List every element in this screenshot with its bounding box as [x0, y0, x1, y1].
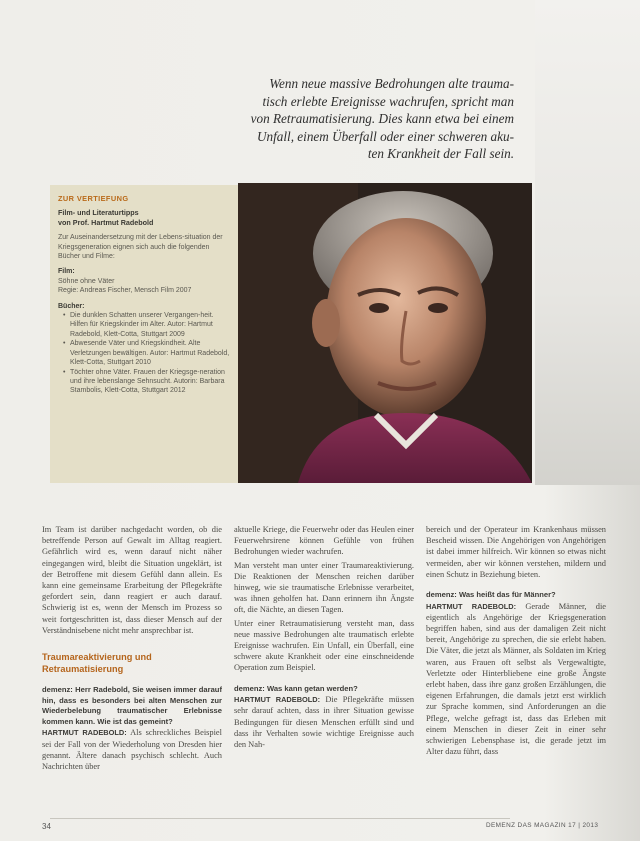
portrait-illustration [238, 183, 532, 483]
question-label: demenz: [426, 590, 457, 600]
answer-text: Die Pflegekräfte müssen sehr darauf achten, dass in ihrer Situation gewisse Bedingungen für diesen Menschen erfüllt sind und dass ihr Verhalten sowie wichtige Ereignisse auch den Nah- [234, 695, 414, 750]
speaker-name: HARTMUT RADEBOLD: [42, 728, 127, 738]
question [426, 590, 606, 601]
paragraph: Unter einer Retraumatisierung versteht man, dass neue massive Bedrohungen alte traumatisch erlebte Ereignisse wachrufen. Ein Unfall, ein Überfall, eine schwere akute Krankheit oder eine einschneidende Operation zum Beispiel. [234, 618, 414, 673]
pull-quote-line: ten Krankheit der Fall sein. [367, 146, 514, 162]
column-3 [426, 524, 606, 759]
speaker-name: HARTMUT RADEBOLD: [426, 601, 517, 611]
book-item: • Abwesende Väter und Kriegskindheit. Alte Verletzungen bewältigen. Autor: Hartmut Radebold, Klett-Cotta, Stuttgart 2010 [64, 339, 230, 367]
column-2 [234, 524, 414, 752]
answer [234, 694, 414, 750]
answer [426, 601, 606, 758]
book-item: • Töchter ohne Väter. Frauen der Kriegsge-neration und ihre lebenslange Sehnsucht. Autorin: Barbara Stambolis, Klett-Cotta, Stuttgart 2012 [64, 368, 230, 396]
film-heading: Film: [58, 268, 75, 276]
paragraph: aktuelle Kriege, die Feuerwehr oder das Heulen einer Feuerwehrsirene können Gefühle von frühen Bedrohungen wieder wachrufen. [234, 525, 414, 557]
paragraph: bereich und der Operateur im Krankenhaus müssen Bescheid wissen. Die Angehörigen von Angehörigen ist dabei immer hilfreich. Wir können so etwas nicht vermeiden, aber wir können verstehen, mildern und einen Schutz in Beziehung bieten. [426, 525, 606, 579]
pull-quote [232, 75, 514, 163]
book-list [58, 311, 230, 396]
box-label: ZUR VERTIEFUNG [58, 194, 129, 203]
box-title-line: von Prof. Hartmut Radebold [58, 217, 154, 227]
question-label: demenz: [42, 685, 73, 695]
question-text: Was heißt das für Männer? [458, 590, 556, 600]
books-heading: Bücher: [58, 302, 85, 310]
section-heading: Traumareaktivierung und Retraumatisierung [42, 652, 152, 674]
answer-text: Gerade Männer, die eigentlich als Angehörige der Kriegsgeneration begriffen haben, sind aus der damaligen Zeit nicht bereit, Angehörige zu sprechen, die sie erlebt haben. Die Väter, die jetzt als Männer, als Soldaten im Krieg waren, aus Frauen oft selbst als Vergewaltigte, Verletzte oder Hinterbliebene eine große Ängste erlebt haben, dass ihre ganz großen Erzählungen, die eigenen Erfahrungen, die damals jetzt erst wirklich zur Sprache kommen, sind Anforderungen an die Pflege, welche gefragt ist, dass das Erleben mit einem Menschen in dieser Zeit in einer sehr schwierigen Lebensphase ist, die gerade jetzt im Alter dazu führt, dass [426, 601, 606, 757]
box-title [58, 208, 230, 227]
pull-quote-line: von Retraumatisierung. Dies kann etwa bei einem [250, 111, 514, 127]
portrait-photo [238, 183, 532, 483]
reading-tips-box [50, 185, 238, 483]
answer-text: Als schreckliches Beispiel sei der Fall von der Wiederholung von Dresden hier genannt. Ältere danach psychisch schlecht. Auch Nachrichten über [42, 728, 222, 772]
paragraph: Im Team ist darüber nachgedacht worden, ob die betreffende Person auf Gewalt im Alltag reagiert. Gefährlich wird es, wenn darauf nicht näher eingegangen wird, bleibt die Situation ungeklärt, ist der Betroffene mit diesem Gefühl dann allein. Es kann eine gemeinsame Erarbeitung der Pflegekräfte gefordert sein, dann reagiert er auch darauf. Schwierig ist es, wenn der Mensch im Prozess so weit fortgeschritten ist, dass dieser Mensch auf der Verständnisebene nicht mehr ansprechbar ist. [42, 525, 222, 635]
background-strip [535, 0, 640, 485]
question [234, 684, 414, 695]
footer-rule [50, 818, 510, 819]
page-number: 34 [42, 822, 51, 831]
pull-quote-line: tisch erlebte Ereignisse wachrufen, spricht man [262, 93, 514, 109]
question-text: Was kann getan werden? [266, 683, 358, 693]
paragraph: Man versteht man unter einer Traumareaktivierung. Die Reaktionen der Menschen reichen darüber hinweg, wie sie traumatische Erlebnisse verarbeitet, was ihnen geholfen hat. Dann erinnern ihn Ängste oft, die Nächte, an diesen Tagen. [234, 560, 414, 615]
pull-quote-line: Wenn neue massive Bedrohungen alte trauma- [269, 76, 514, 91]
question-label: demenz: [234, 683, 265, 693]
speaker-name: HARTMUT RADEBOLD: [234, 695, 321, 705]
question-text: Herr Radebold, Sie weisen immer darauf hin, dass es besonders bei alten Menschen zur Wiederbelebung traumatischer Erlebnisse kommen kann. Wie ist das gemeint? [42, 685, 222, 726]
magazine-footer: DEMENZ DAS MAGAZIN 17 | 2013 [486, 822, 599, 829]
answer [42, 727, 222, 772]
film-credit: Regie: Andreas Fischer, Mensch Film 2007 [58, 287, 192, 295]
pull-quote-line: Unfall, einem Überfall oder einer schweren aku- [257, 128, 514, 144]
column-1 [42, 524, 222, 774]
box-title-line: Film- und Literaturtipps [58, 208, 139, 218]
film-title: Söhne ohne Väter [58, 277, 115, 285]
box-intro: Zur Auseinandersetzung mit der Lebens-situation der Kriegsgeneration eignen sich auch die folgenden Bücher und Filme: [58, 234, 223, 261]
book-item: • Die dunklen Schatten unserer Vergangen-heit. Hilfen für Kriegskinder im Alter. Autor: Hartmut Radebold, Klett-Cotta, Stuttgart 2009 [64, 311, 230, 339]
question [42, 685, 222, 727]
